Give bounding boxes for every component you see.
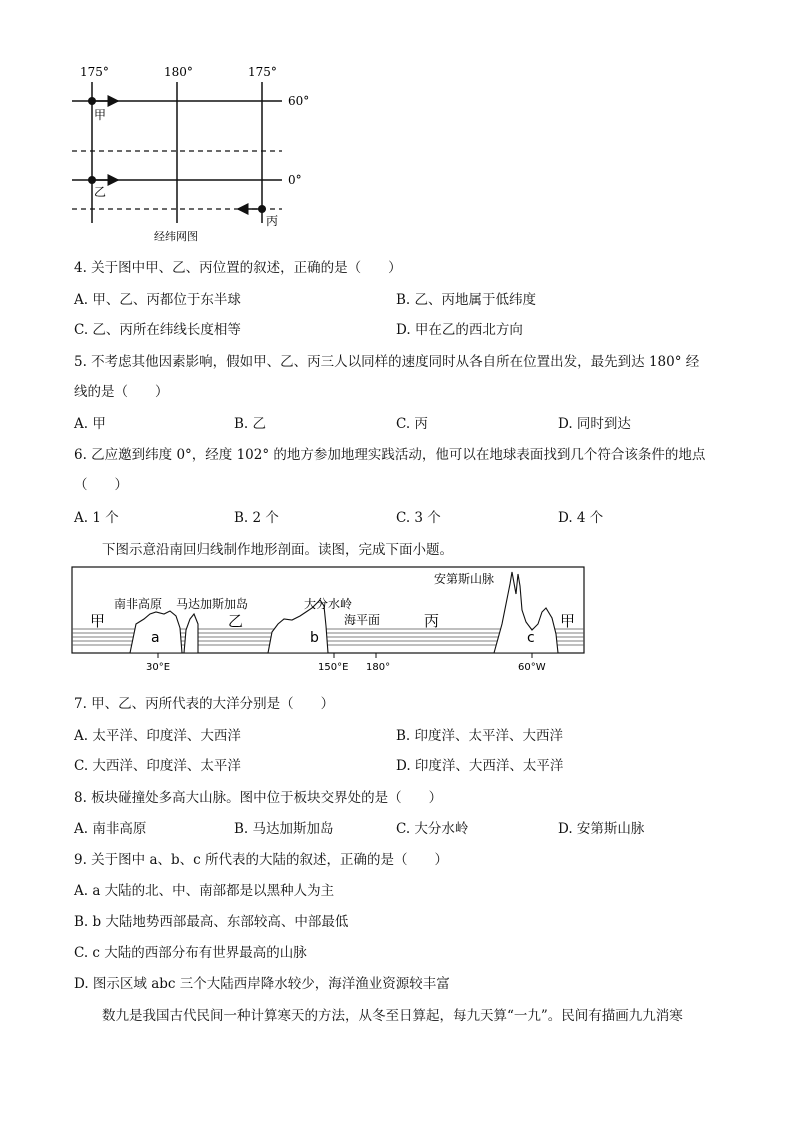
label-jia: 甲: [94, 108, 107, 122]
figure-caption: 经纬网图: [154, 230, 198, 243]
tick-30e: 30°E: [146, 662, 171, 673]
q5-stem-cont: 线的是（ ）: [74, 384, 169, 400]
q6-option-b[interactable]: B. 2 个: [234, 510, 279, 526]
continent-c-label: c: [527, 630, 535, 646]
q6-stem: 6. 乙应邀到纬度 0°，经度 102° 的地方参加地理实践活动，他可以在地球表面找到几个符合该条件的地点: [74, 447, 706, 463]
lat-label-0: 0°: [288, 173, 302, 187]
q4-option-a[interactable]: A. 甲、乙、丙都位于东半球: [74, 292, 241, 308]
q4-option-c[interactable]: C. 乙、丙所在纬线长度相等: [74, 322, 241, 338]
q8-stem: 8. 板块碰撞处多高大山脉。图中位于板块交界处的是（ ）: [74, 790, 443, 806]
q6-option-c[interactable]: C. 3 个: [396, 510, 441, 526]
point-bing: [258, 205, 266, 213]
point-jia: [88, 97, 96, 105]
terrain-profile-figure: [70, 564, 588, 676]
continent-b-label: b: [310, 630, 319, 646]
q8-option-d[interactable]: D. 安第斯山脉: [558, 821, 645, 837]
q4-option-b[interactable]: B. 乙、丙地属于低纬度: [396, 292, 537, 308]
label-andes: 安第斯山脉: [434, 572, 495, 586]
q9-option-b[interactable]: B. b 大陆地势西部最高、东部较高、中部最低: [74, 914, 349, 930]
label-south-african-plateau: 南非高原: [114, 597, 163, 611]
q9-option-c[interactable]: C. c 大陆的西部分布有世界最高的山脉: [74, 945, 307, 961]
q7-option-d[interactable]: D. 印度洋、大西洋、太平洋: [396, 758, 564, 774]
label-sea-level: 海平面: [344, 613, 381, 627]
q5-option-a[interactable]: A. 甲: [74, 416, 106, 432]
q7-option-a[interactable]: A. 太平洋、印度洋、大西洋: [74, 728, 241, 744]
label-madagascar: 马达加斯加岛: [176, 597, 249, 611]
tick-60w: 60°W: [518, 662, 546, 673]
ocean-label-yi: 乙: [228, 612, 244, 630]
q9-option-d[interactable]: D. 图示区域 abc 三个大陆西岸降水较少，海洋渔业资源较丰富: [74, 976, 450, 992]
lon-label-180: 180°: [164, 65, 193, 79]
tick-180: 180°: [366, 662, 391, 673]
q5-stem: 5. 不考虑其他因素影响，假如甲、乙、丙三人以同样的速度同时从各自所在位置出发，最先到达 180° 经: [74, 354, 700, 370]
q8-option-c[interactable]: C. 大分水岭: [396, 821, 469, 837]
q9-option-a[interactable]: A. a 大陆的北、中、南部都是以黑种人为主: [74, 883, 335, 899]
ocean-label-jia-west: 甲: [90, 612, 106, 630]
q9-stem: 9. 关于图中 a、b、c 所代表的大陆的叙述，正确的是（ ）: [74, 852, 449, 868]
q8-option-a[interactable]: A. 南非高原: [74, 821, 147, 837]
label-yi: 乙: [94, 185, 107, 199]
lon-label-175-west: 175°: [80, 65, 109, 79]
profile-intro: 下图示意沿南回归线制作地形剖面。读图，完成下面小题。: [102, 542, 453, 558]
q6-option-a[interactable]: A. 1 个: [74, 510, 119, 526]
q4-stem: 4. 关于图中甲、乙、丙位置的叙述，正确的是（ ）: [74, 260, 402, 276]
q7-stem: 7. 甲、乙、丙所代表的大洋分别是（ ）: [74, 696, 335, 712]
ocean-label-bing: 丙: [424, 612, 440, 630]
shujiu-paragraph: 数九是我国古代民间一种计算寒天的方法，从冬至日算起，每九天算“一九”。民间有描画九九消寒: [102, 1008, 683, 1024]
q5-option-b[interactable]: B. 乙: [234, 416, 267, 432]
q8-option-b[interactable]: B. 马达加斯加岛: [234, 821, 334, 837]
q6-option-d[interactable]: D. 4 个: [558, 510, 604, 526]
continent-a-label: a: [151, 630, 160, 646]
q6-stem-cont: （ ）: [74, 477, 128, 493]
label-great-dividing-range: 大分水岭: [304, 597, 353, 611]
label-bing: 丙: [266, 214, 279, 228]
q5-option-d[interactable]: D. 同时到达: [558, 416, 631, 432]
lon-label-175-east: 175°: [248, 65, 277, 79]
ocean-label-jia-east: 甲: [560, 612, 576, 630]
q7-option-c[interactable]: C. 大西洋、印度洋、太平洋: [74, 758, 241, 774]
point-yi: [88, 176, 96, 184]
q7-option-b[interactable]: B. 印度洋、太平洋、大西洋: [396, 728, 564, 744]
tick-150e: 150°E: [318, 662, 349, 673]
lat-long-grid-figure: [60, 58, 320, 244]
q5-option-c[interactable]: C. 丙: [396, 416, 428, 432]
lat-label-60: 60°: [288, 94, 310, 108]
q4-option-d[interactable]: D. 甲在乙的西北方向: [396, 322, 523, 338]
